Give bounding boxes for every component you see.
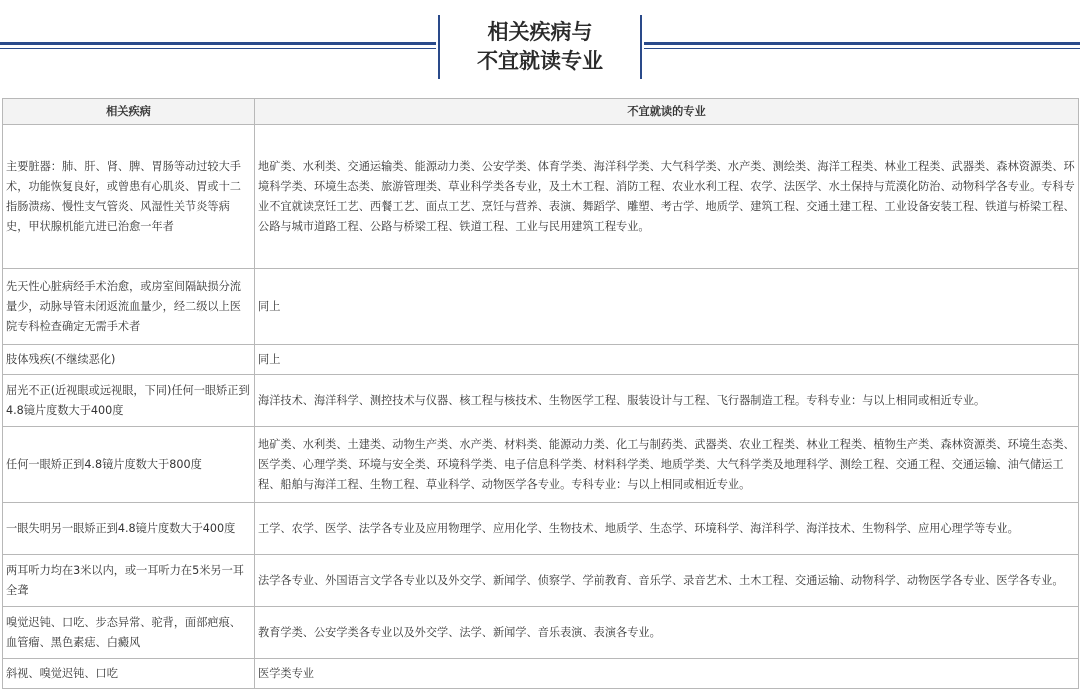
majors-cell: 地矿类、水利类、土建类、动物生产类、水产类、材料类、能源动力类、化工与制药类、武器类、农业工程类、林业工程类、植物生产类、森林资源类、环境生态类、医学类、心理学类、环境与安全类、环境科学类、电子信息科学类、材料科学类、地质学类、大气科学类及地理科学、测绘工程、交通工程、交通运输、油气储运工程、船舶与海洋工程、生物工程、草业科学、动物医学各专业。专科专业：与以上相同或相近专业。 <box>255 427 1079 503</box>
disease-cell: 嗅觉迟钝、口吃、步态异常、驼背，面部疤痕、血管瘤、黑色素痣、白癜风 <box>3 607 255 659</box>
majors-cell: 海洋技术、海洋科学、测控技术与仪器、核工程与核技术、生物医学工程、服装设计与工程、飞行器制造工程。专科专业：与以上相同或相近专业。 <box>255 375 1079 427</box>
table-row <box>3 125 1079 269</box>
disease-cell: 任何一眼矫正到4.8镜片度数大于800度 <box>3 427 255 503</box>
table-row <box>3 659 1079 689</box>
majors-cell: 教育学类、公安学类各专业以及外交学、法学、新闻学、音乐表演、表演各专业。 <box>255 607 1079 659</box>
left-rule-thick <box>0 42 436 45</box>
page-title <box>448 18 632 76</box>
disease-major-table <box>2 98 1079 689</box>
table-row <box>3 269 1079 345</box>
disease-cell: 屈光不正(近视眼或远视眼，下同)任何一眼矫正到4.8镜片度数大于400度 <box>3 375 255 427</box>
disease-cell: 斜视、嗅觉迟钝、口吃 <box>3 659 255 689</box>
majors-cell: 工学、农学、医学、法学各专业及应用物理学、应用化学、生物技术、地质学、生态学、环境科学、海洋科学、海洋技术、生物科学、应用心理学等专业。 <box>255 503 1079 555</box>
left-rule-thin <box>0 48 436 49</box>
majors-cell: 同上 <box>255 269 1079 345</box>
table-row <box>3 555 1079 607</box>
majors-cell: 同上 <box>255 345 1079 375</box>
table-row <box>3 607 1079 659</box>
right-vertical-bar <box>640 15 642 79</box>
disease-cell: 主要脏器：肺、肝、肾、脾、胃肠等动过较大手术，功能恢复良好，或曾患有心肌炎、胃或十二指肠溃疡、慢性支气管炎、风湿性关节炎等病史，甲状腺机能亢进已治愈一年者 <box>3 125 255 269</box>
right-rule-thin <box>644 48 1080 49</box>
title-line-1: 相关疾病与 <box>487 20 593 44</box>
disease-cell: 两耳听力均在3米以内，或一耳听力在5米另一耳全聋 <box>3 555 255 607</box>
majors-cell: 医学类专业 <box>255 659 1079 689</box>
column-header-disease: 相关疾病 <box>3 99 255 125</box>
disease-cell: 肢体残疾(不继续恶化) <box>3 345 255 375</box>
left-vertical-bar <box>438 15 440 79</box>
header-banner <box>0 0 1080 95</box>
table-row <box>3 375 1079 427</box>
table-header-row <box>3 99 1079 125</box>
disease-cell: 先天性心脏病经手术治愈，或房室间隔缺损分流量少，动脉导管未闭返流血量少，经二级以上医院专科检查确定无需手术者 <box>3 269 255 345</box>
right-rule-thick <box>644 42 1080 45</box>
table-row <box>3 427 1079 503</box>
column-header-majors: 不宜就读的专业 <box>255 99 1079 125</box>
title-line-2: 不宜就读专业 <box>477 49 603 73</box>
table-row <box>3 503 1079 555</box>
majors-cell: 地矿类、水利类、交通运输类、能源动力类、公安学类、体育学类、海洋科学类、大气科学类、水产类、测绘类、海洋工程类、林业工程类、武器类、森林资源类、环境科学类、环境生态类、旅游管理类、草业科学类各专业，及土木工程、消防工程、农业水利工程、农学、法医学、水土保持与荒漠化防治、动物科学各专业。专科专业不宜就读烹饪工艺、西餐工艺、面点工艺、烹饪与营养、表演、舞蹈学、雕塑、考古学、地质学、建筑工程、交通土建工程、工业设备安装工程、铁道与桥梁工程、公路与城市道路工程、公路与桥梁工程、铁道工程、工业与民用建筑工程专业。 <box>255 125 1079 269</box>
table-row <box>3 345 1079 375</box>
disease-cell: 一眼失明另一眼矫正到4.8镜片度数大于400度 <box>3 503 255 555</box>
majors-cell: 法学各专业、外国语言文学各专业以及外交学、新闻学、侦察学、学前教育、音乐学、录音艺术、土木工程、交通运输、动物科学、动物医学各专业、医学各专业。 <box>255 555 1079 607</box>
